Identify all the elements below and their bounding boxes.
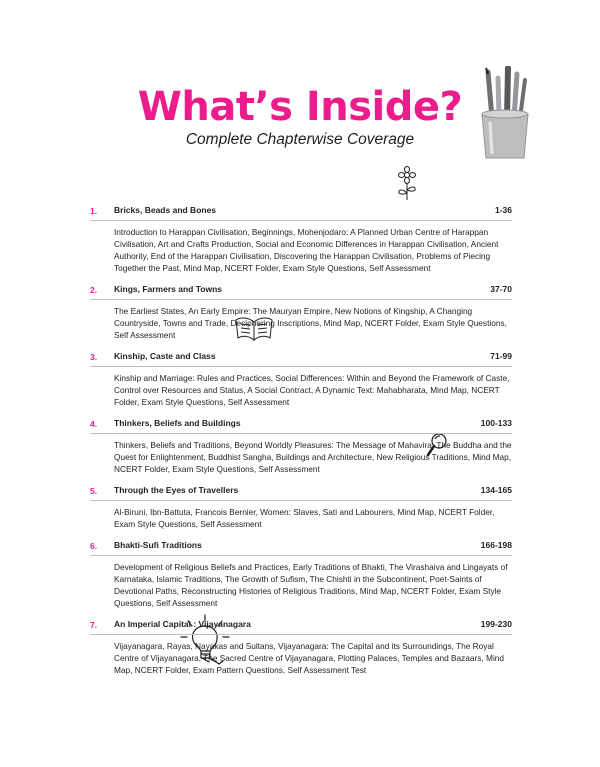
- chapter-title: Thinkers, Beliefs and Buildings: [114, 418, 241, 428]
- chapter-topics: Development of Religious Beliefs and Practices, Early Traditions of Bhakti, The Virashaiva and Lingayats of Karnataka, Islamic Traditions, The Growth of Sufism, The Chishti in the Subcontinent, Poet-Saints of Devotional Paths, Reconstructing Histories of Religious Traditions, Mind Map, NCERT Folder, Exam Style Questions, Self Assessment: [114, 562, 508, 608]
- chapter-pages: 71-99: [490, 351, 512, 361]
- chapter-entry: [90, 416, 512, 475]
- chapter-pages: 199-230: [480, 619, 512, 629]
- chapter-title: An Imperial Capital : Vijayanagara: [114, 619, 251, 629]
- chapter-number: 6.: [90, 541, 98, 551]
- flower-icon: [392, 166, 422, 202]
- table-of-contents: [90, 203, 512, 684]
- chapter-number: 5.: [90, 486, 98, 496]
- chapter-entry: [90, 483, 512, 530]
- chapter-number: 4.: [90, 419, 98, 429]
- chapter-title: Bhakti-Sufi Traditions: [114, 540, 202, 550]
- chapter-header: [90, 538, 512, 556]
- chapter-header: [90, 483, 512, 501]
- page-subtitle: Complete Chapterwise Coverage: [185, 131, 415, 148]
- chapter-entry: [90, 349, 512, 408]
- chapter-number: 1.: [90, 206, 98, 216]
- chapter-number: 2.: [90, 285, 98, 295]
- chapter-topics: Introduction to Harappan Civilisation, Beginnings, Mohenjodaro: A Planned Urban Centre of Harappan Civilisation, Art and Crafts Production, Social and Economic Differences in Harappan Civilisation, Ancient Authority, End of the Harappan Civilisation, Discovering the Harappan Civilisation, Problems of Piecing Together the Past, Mind Map, NCERT Folder, Exam Style Questions, Self Assessment: [114, 227, 499, 273]
- chapter-number: 3.: [90, 352, 98, 362]
- chapter-title: Bricks, Beads and Bones: [114, 205, 217, 215]
- chapter-number: 7.: [90, 620, 98, 630]
- chapter-topics: The Earliest States, An Early Empire: The Mauryan Empire, New Notions of Kingship, A Changing Countryside, Towns and Trade, Deciphering Inscriptions, Mind Map, NCERT Folder, Exam Style Questions, Self Assessment: [114, 306, 507, 340]
- chapter-header: [90, 349, 512, 367]
- chapter-topics: Al-Biruni, Ibn-Battuta, Francois Bernier, Women: Slaves, Sati and Labourers, Mind Map, NCERT Folder, Exam Style Questions, Self Assessment: [114, 507, 495, 529]
- chapter-header: [90, 203, 512, 221]
- chapter-header: [90, 617, 512, 635]
- chapter-pages: 134-165: [480, 485, 512, 495]
- chapter-entry: [90, 617, 512, 676]
- chapter-header: [90, 282, 512, 300]
- chapter-topics: Kinship and Marriage: Rules and Practices, Social Differences: Within and Beyond the Framework of Caste, Control over Resources and Status, A Social Contract, A Dynamic Text: Mahabharata, Mind Map, NCERT Folder, Exam Style Questions, Self Assessment: [114, 373, 510, 407]
- chapter-pages: 100-133: [480, 418, 512, 428]
- chapter-pages: 166-198: [480, 540, 512, 550]
- chapter-title: Kings, Farmers and Towns: [114, 284, 223, 294]
- chapter-header: [90, 416, 512, 434]
- chapter-pages: 1-36: [494, 205, 512, 215]
- chapter-title: Through the Eyes of Travellers: [114, 485, 239, 495]
- chapter-title: Kinship, Caste and Class: [114, 351, 216, 361]
- chapter-pages: 37-70: [490, 284, 512, 294]
- page-title: What’s Inside?: [137, 84, 463, 130]
- chapter-topics: Vijayanagara, Rayas, Nayakas and Sultans, Vijayanagara: The Capital and its Surroundings, The Royal Centre of Vijayanagara, The Sacred Centre of Vijayanagara, Plotting Palaces, Temples and Bazaars, Mind Map, NCERT Folder, Exam Pattern Questions, Self Assessment Test: [114, 641, 505, 675]
- chapter-entry: [90, 203, 512, 274]
- pencil-cup-icon: [474, 66, 536, 162]
- chapter-topics: Thinkers, Beliefs and Traditions, Beyond Worldly Pleasures: The Message of Mahavira, The Buddha and the Quest for Enlightenment, Buddhist Sangha, Buildings and Architecture, New Religious Traditions, Mind Map, NCERT Folder, Exam Style Questions, Self Assessment: [114, 440, 512, 474]
- chapter-entry: [90, 282, 512, 341]
- chapter-entry: [90, 538, 512, 609]
